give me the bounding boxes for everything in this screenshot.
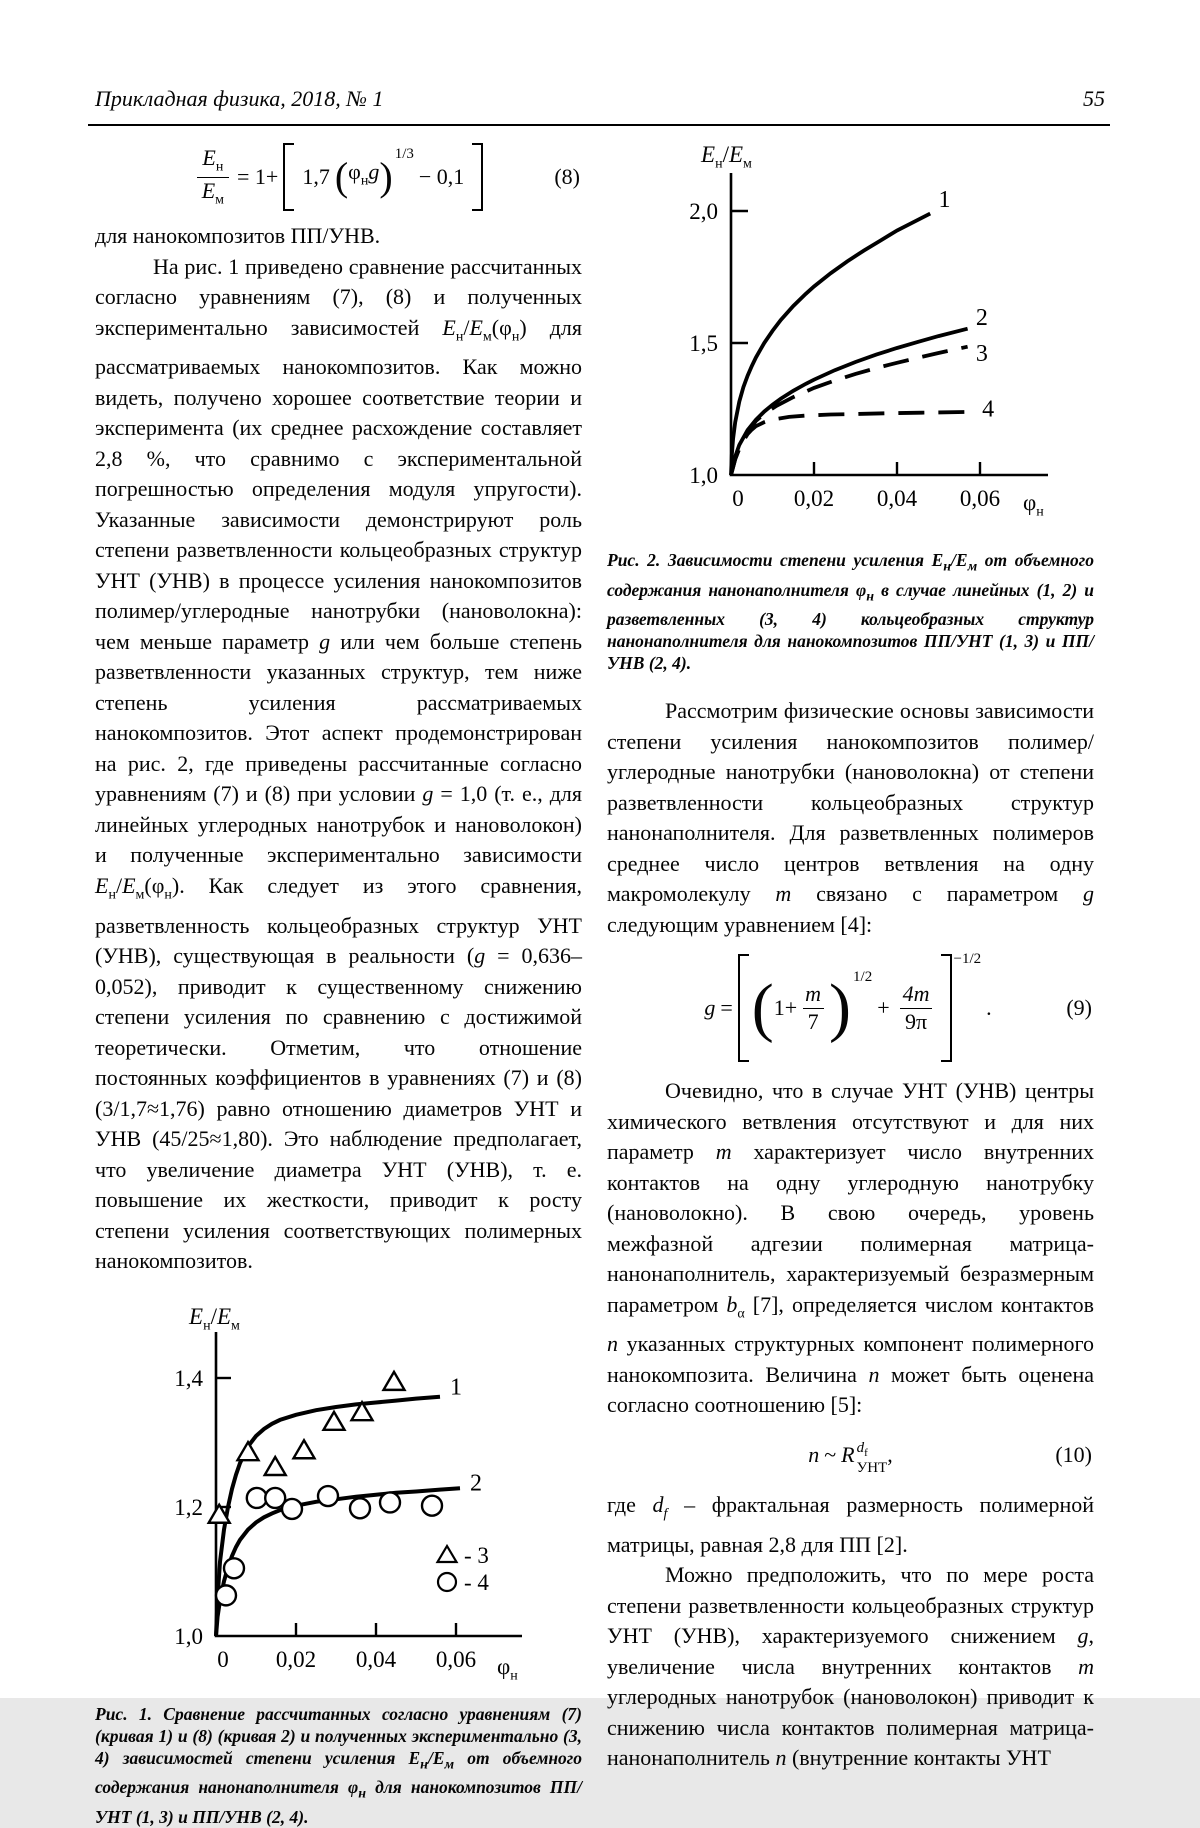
paragraph: для нанокомпозитов ПП/УНВ. bbox=[95, 223, 381, 248]
series-4-experiment-PP-UNV-marker bbox=[422, 1495, 442, 1515]
fig1-x-axis-label: $\varphi_н$ bbox=[497, 1653, 518, 1684]
x-tick-label: 0,06 bbox=[959, 486, 1001, 511]
y-tick-label: 2,0 bbox=[689, 199, 718, 224]
series-4-experiment-PP-UNV-marker bbox=[350, 1498, 370, 1518]
right-square-bracket bbox=[941, 954, 952, 1062]
legend-label: - 4 bbox=[464, 1569, 489, 1595]
curve-label-2: 2 bbox=[975, 305, 988, 332]
y-tick-label: 1,2 bbox=[174, 1494, 203, 1520]
fig2-x-axis-label: $\varphi_н$ bbox=[1023, 490, 1044, 520]
equation-number-10: (10) bbox=[1055, 1442, 1092, 1468]
legend-label: - 3 bbox=[464, 1542, 489, 1568]
curve-1-theory-eq7-PP-UNT bbox=[216, 1396, 440, 1635]
journal-title: Прикладная физика, 2018, № 1 bbox=[95, 86, 384, 111]
y-tick-label: 1,0 bbox=[689, 463, 718, 488]
series-4-experiment-PP-UNV-marker bbox=[224, 1558, 244, 1578]
figure-2-caption: Рис. 2. Зависимости степени усиления $E_н/E_м$ от объемного содержания нанонаполнителя $\varphi_н$ в случае линейных (1, 2) и разветвленных (3, 4) кольцеобразных структур нанонаполнителя для нанокомпозитов ПП/УНТ (1, 3) и ПП/УНВ (2, 4). bbox=[607, 550, 1095, 673]
fraction-m-7: $\frac{m}{7}$ bbox=[800, 981, 826, 1035]
equation-number-8: (8) bbox=[554, 163, 580, 189]
y-tick-label: 1,0 bbox=[174, 1623, 203, 1649]
curve-label-2: 2 bbox=[470, 1470, 482, 1497]
right-column bbox=[607, 135, 1094, 1774]
curve-label-3: 3 bbox=[975, 341, 988, 368]
header-rule bbox=[88, 124, 1110, 126]
page-header bbox=[95, 86, 1105, 112]
fig2-svg bbox=[607, 137, 1094, 539]
left-column bbox=[95, 135, 582, 1828]
x-tick-label: 0,02 bbox=[793, 486, 835, 511]
curve-label-4: 4 bbox=[982, 396, 995, 423]
equation-9-body: g = ( 1+ $\frac{m}{7}$ ) $^{1/2}$ + $\frac{4m}{9\pi}$ $^{-1/2}$ . bbox=[704, 954, 996, 1062]
fig1-svg bbox=[95, 1287, 582, 1689]
x-tick-label: 0,04 bbox=[876, 486, 918, 511]
equation-number-9: (9) bbox=[1066, 994, 1092, 1020]
x-tick-label: 0 bbox=[217, 1646, 229, 1672]
series-3-experiment-PP-UNT-marker bbox=[294, 1440, 315, 1458]
right-square-bracket bbox=[472, 143, 483, 211]
series-4-experiment-PP-UNV-marker bbox=[318, 1486, 338, 1506]
series-4-experiment-PP-UNV-marker bbox=[380, 1492, 400, 1512]
left-square-bracket bbox=[283, 143, 294, 211]
legend-circle-icon bbox=[438, 1573, 456, 1591]
paragraph: Можно предположить, что по мере роста степени разветвленности кольцеобразных структур УНТ (УНВ), характеризуемого снижением g, увеличение числа внутренних контактов m углеродных нанотрубок (нановолокон) приводит к снижению числа контактов полимерная матрица-нанонаполнитель n (внутренние контакты УНТ bbox=[607, 1562, 1094, 1771]
page-number: 55 bbox=[1083, 86, 1105, 111]
series-4-experiment-PP-UNV-marker bbox=[216, 1585, 236, 1605]
sub-sup-stack: $d_f$ УНТ bbox=[856, 1439, 888, 1476]
curve-4-branched-PP-UNV bbox=[731, 412, 972, 475]
x-tick-label: 0,04 bbox=[355, 1646, 397, 1672]
series-3-experiment-PP-UNT-marker bbox=[384, 1372, 405, 1390]
series-3-experiment-PP-UNT-marker bbox=[238, 1442, 259, 1460]
y-tick-label: 1,5 bbox=[689, 331, 718, 356]
x-tick-label: 0,06 bbox=[435, 1646, 477, 1672]
curve-label-1: 1 bbox=[450, 1374, 462, 1401]
equation-10 bbox=[607, 1437, 1094, 1474]
x-tick-label: 0,02 bbox=[275, 1646, 317, 1672]
figure-1-chart bbox=[95, 1287, 582, 1689]
curve-2-linear-PP-UNV bbox=[731, 329, 968, 475]
equation-8 bbox=[95, 143, 582, 211]
fraction-4m-9pi: $\frac{4m}{9\pi}$ bbox=[898, 981, 935, 1035]
equation-9 bbox=[607, 951, 1094, 1062]
paragraph: На рис. 1 приведено сравнение рассчитанных согласно уравнениям (7), (8) и полученных экспериментально зависимостей $E_н/E_м(\varphi_н)$ для рассматриваемых нанокомпозитов. Как можно видеть, получено хорошее соответствие теории и эксперимента (их среднее расхождение составляет 2,8 %, что сравнимо с экспериментальной погрешностью определения модуля упругости). Указанные зависимости демонстрируют роль степени разветвленности кольцеобразных структур УНТ (УНВ) в процессе усиления нанокомпозитов полимер/углеродные нанотрубки (нановолокна): чем меньше параметр g или чем больше степень разветвленности указанных структур, тем ниже степень усиления рассматриваемых нанокомпозитов. Этот аспект продемонстрирован на рис. 2, где приведены рассчитанные согласно уравнениям (7) и (8) при условии g = 1,0 (т. е., для линейных углеродных нанотрубок и нановолокон) и полученные экспериментально зависимости $E_н/E_м(\varphi_н)$. Как следует из этого сравнения, разветвленность кольцеобразных структур УНТ (УНВ), существующая в реальности (g = 0,636–0,052), приводит к существенному снижению степени усиления по сравнению с достижимой теоретически. Отметим, что отношение постоянных коэффициентов в уравнениях (7) и (8) (3/1,7≈1,76) равно отношению диаметров УНТ и УНВ (45/25≈1,80). Это наблюдение предполагает, что увеличение диаметра УНТ (УНВ), т. е. повышение их жесткости, приводит к росту степени усиления соответствующих полимерных нанокомпозитов. bbox=[95, 253, 582, 1274]
fraction-En-Em: $\frac{E_н}{E_м}$ bbox=[197, 145, 229, 208]
paragraph: Очевидно, что в случае УНТ (УНВ) центры химического ветвления отсутствуют и для них параметр m характеризует число внутренних контактов на одну углеродную нанотрубку (нановолокно). В свою очередь, уровень межфазной адгезии полимерная матрица-нанонаполнитель, характеризуемый безразмерным параметром $b_\alpha$ [7], определяется числом контактов n указанных структурных компонент полимерного нанокомпозита. Величина n может быть оценена согласно соотношению [5]: bbox=[607, 1078, 1094, 1418]
equation-10-body: n ~ R $d_f$ УНТ , bbox=[808, 1439, 893, 1476]
series-4-experiment-PP-UNV-marker bbox=[247, 1488, 267, 1508]
legend-triangle-icon bbox=[438, 1546, 457, 1562]
curve-label-1: 1 bbox=[938, 187, 951, 214]
paragraph: где $d_f$ – фрактальная размерность полимерной матрицы, равная 2,8 для ПП [2]. bbox=[607, 1491, 1094, 1557]
series-4-experiment-PP-UNV-marker bbox=[282, 1499, 302, 1519]
left-square-bracket bbox=[738, 954, 749, 1062]
series-3-experiment-PP-UNT-marker bbox=[324, 1412, 345, 1430]
y-tick-label: 1,4 bbox=[174, 1365, 203, 1391]
x-tick-label: 0 bbox=[732, 486, 744, 511]
paragraph: Рассмотрим физические основы зависимости степени усиления нанокомпозитов полимер/углеродные нанотрубки (нановолокна) от степени разветвленности кольцеобразных структур нанонаполнителя. Для разветвленных полимеров среднее число центров ветвления на одну макромолекулу m связано с параметром g следующим уравнением [4]: bbox=[607, 698, 1094, 937]
figure-2-chart bbox=[607, 137, 1094, 539]
equation-8-body: $\frac{E_н}{E_м}$ = 1+ 1,7 ( $\varphi_нg$ ) $^{1/3}$ − 0,1 bbox=[194, 143, 484, 211]
figure-1-caption: Рис. 1. Сравнение рассчитанных согласно уравнениям (7) (кривая 1) и (8) (кривая 2) и полученных экспериментально (3, 4) зависимостей степени усиления $E_н/E_м$ от объемного содержания нанонаполнителя $\varphi_н$ для нанокомпозитов ПП/УНТ (1, 3) и ПП/УНВ (2, 4). bbox=[95, 1703, 583, 1827]
fig2-y-axis-label: $E_н/E_м$ bbox=[701, 142, 752, 172]
curve-1-linear-PP-UNT bbox=[731, 214, 930, 475]
series-3-experiment-PP-UNT-marker bbox=[265, 1457, 286, 1475]
fig1-y-axis-label: $E_н/E_м$ bbox=[189, 1303, 240, 1334]
